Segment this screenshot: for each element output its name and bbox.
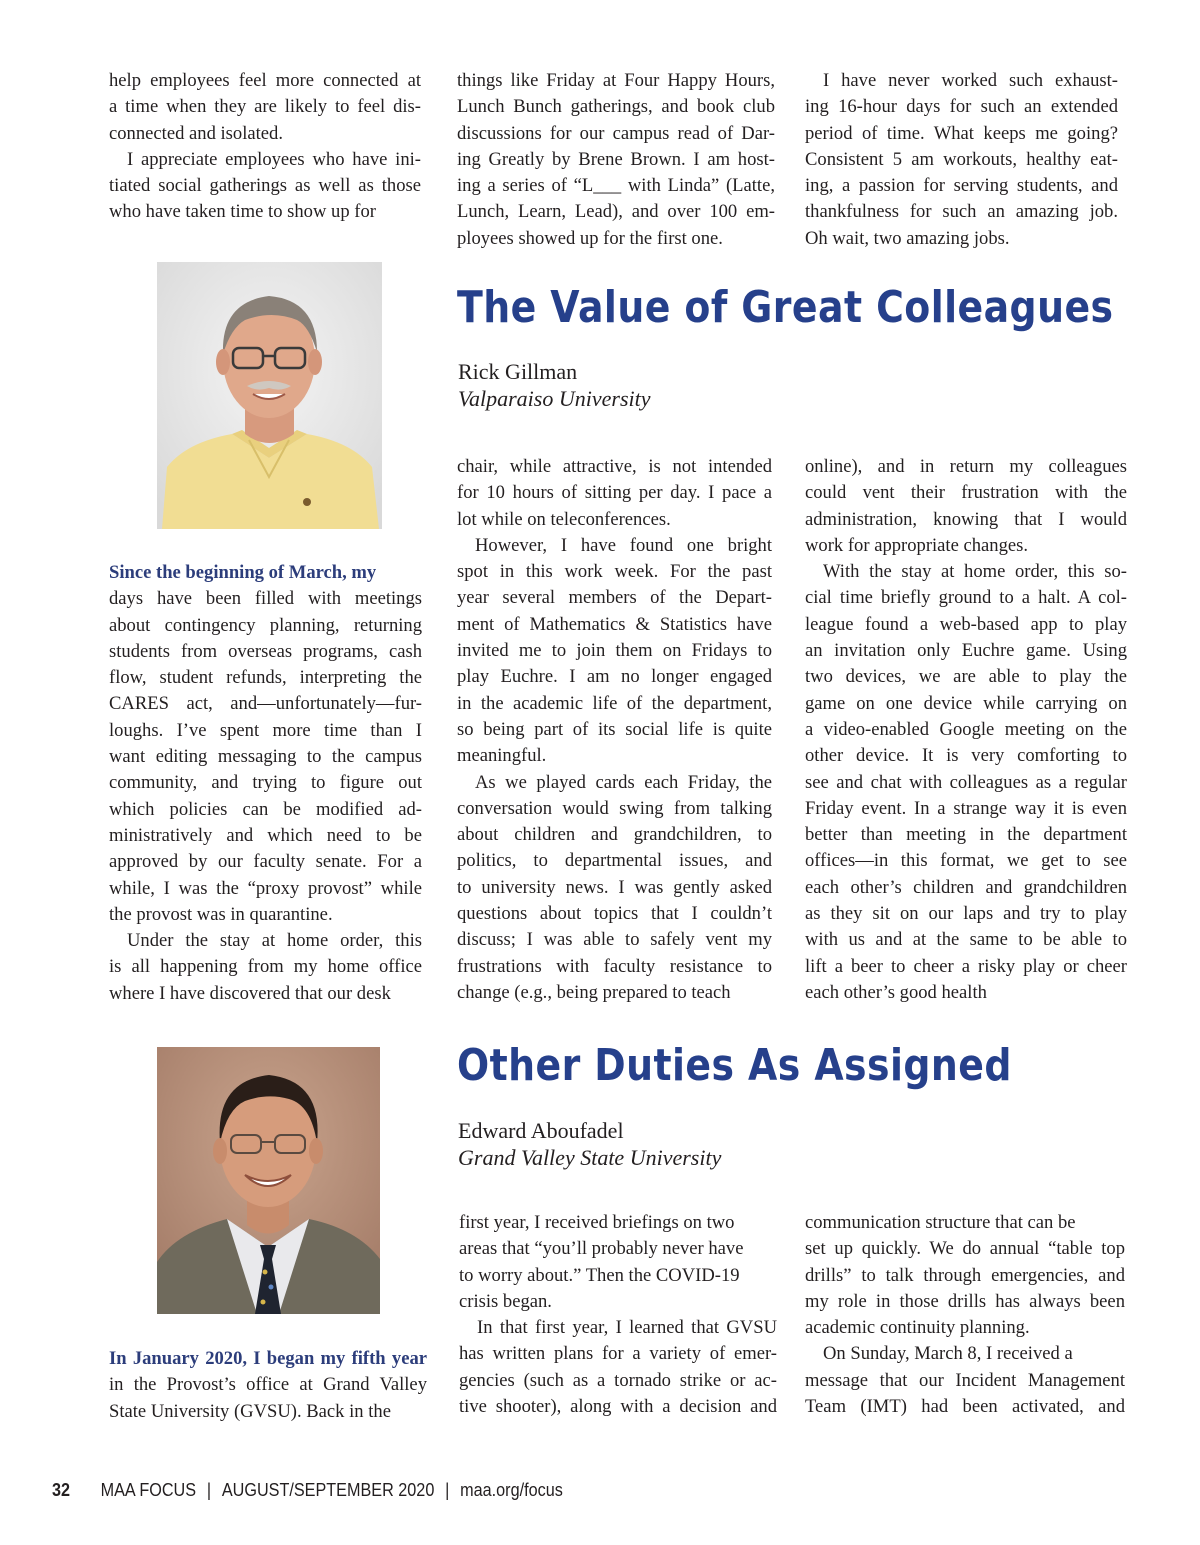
text-line: period of time. What keeps me going? (805, 122, 1118, 144)
text-line: As we played cards each Friday, the (475, 771, 772, 793)
text-line: set up quickly. We do annual “table top (805, 1238, 1125, 1260)
text-line: my role in those drills has always been (805, 1290, 1125, 1312)
text-line: year several members of the Depart- (457, 587, 772, 609)
text-line: two devices, we are able to play the (805, 666, 1127, 688)
text-line: about children and grandchildren, to (457, 824, 772, 846)
text-line: ing a series of “L___ with Linda” (Latte, (457, 175, 775, 197)
text-line: Lunch Bunch gatherings, and book club (457, 96, 775, 118)
text-line: lot while on teleconferences. (457, 508, 671, 530)
footer-separator: | (206, 1480, 212, 1500)
text-line: in the Provost’s office at Grand Valley (109, 1374, 427, 1396)
text-line: message that our Incident Management (805, 1369, 1125, 1391)
text-line: ing Greatly by Brene Brown. I am host- (457, 148, 775, 170)
page-number: 32 (52, 1480, 71, 1500)
article2-column-2 (459, 1210, 777, 1420)
text-line: loughs. I’ve spent more time than I (109, 719, 422, 741)
text-line: Friday event. In a strange way it is even (805, 797, 1127, 819)
text-line: is all happening from my home office (109, 956, 422, 978)
text-line: Oh wait, two amazing jobs. (805, 227, 1010, 249)
article2-title: Other Duties As Assigned (457, 1040, 1012, 1091)
author-photo-edward-aboufadel (157, 1047, 380, 1314)
text-line: areas that “you’ll probably never have (459, 1238, 744, 1260)
lead-in: Since the beginning of March, my (109, 562, 377, 583)
text-line: politics, to departmental issues, and (457, 850, 772, 872)
text-line: play Euchre. I am no longer engaged (457, 666, 772, 688)
text-line: each other’s good health (805, 981, 987, 1003)
text-line: which policies can be modified ad- (109, 798, 422, 820)
text-line: could vent their frustration with the (805, 482, 1127, 504)
text-line: ing 16-hour days for such an extended (805, 96, 1118, 118)
text-line: tiated social gatherings as well as those (109, 175, 421, 197)
article2-byline (458, 1117, 721, 1171)
text-line: ing, a passion for serving students, and (805, 175, 1118, 197)
article1-byline (458, 358, 651, 412)
article2-column-1 (109, 1346, 427, 1425)
text-line: help employees feel more connected at (109, 70, 421, 91)
article1-column-1 (109, 560, 422, 1007)
text-line: better than meeting in the department (805, 824, 1127, 846)
text-line: gencies (such as a tornado strike or ac- (459, 1369, 777, 1391)
text-line: other device. It is very comforting to (805, 745, 1127, 767)
text-line: flow, student refunds, interpreting the (109, 667, 422, 689)
text-line: thankfulness for such an amazing job. (805, 201, 1118, 223)
author-photo-rick-gillman (157, 262, 382, 529)
text-line: change (e.g., being prepared to teach (457, 981, 731, 1003)
text-line: crisis began. (459, 1290, 552, 1312)
text-line: as they sit on our laps and try to play (805, 903, 1127, 925)
top-column-1 (109, 68, 421, 226)
text-line: administration, knowing that I would (805, 508, 1127, 530)
text-line: who have taken time to show up for (109, 201, 376, 223)
text-line: Lunch, Learn, Lead), and over 100 em- (457, 201, 775, 223)
text-line: Under the stay at home order, this (127, 930, 422, 952)
text-line: With the stay at home order, this so- (823, 561, 1127, 583)
text-line: first year, I received briefings on two (459, 1212, 735, 1233)
author-name: Rick Gillman (458, 359, 578, 384)
text-line: chair, while attractive, is not intended (457, 456, 772, 477)
text-line: connected and isolated. (109, 122, 283, 144)
text-line: to worry about.” Then the COVID-19 (459, 1264, 740, 1286)
text-line: Team (IMT) had been activated, and (805, 1396, 1125, 1418)
text-line: days have been filled with meetings (109, 588, 422, 610)
author-name: Edward Aboufadel (458, 1118, 624, 1143)
text-line: discuss; I was able to safely vent my (457, 929, 772, 951)
page-footer (52, 1480, 563, 1501)
text-line: in the academic life of the department, (457, 692, 772, 714)
footer-url[interactable]: maa.org/focus (460, 1480, 563, 1500)
footer-separator: | (445, 1480, 450, 1500)
text-line: However, I have found one bright (475, 534, 772, 556)
article1-column-3 (805, 454, 1127, 1006)
text-line: students from overseas programs, cash (109, 640, 422, 662)
article1-title: The Value of Great Colleagues (457, 282, 1114, 333)
text-line: want editing messaging to the campus (109, 746, 422, 768)
issue-date: AUGUST/SEPTEMBER 2020 (221, 1480, 435, 1500)
text-line: online), and in return my colleagues (805, 456, 1127, 477)
publication-name: MAA FOCUS (100, 1480, 197, 1500)
text-line: Consistent 5 am workouts, healthy eat- (805, 148, 1118, 170)
text-line: CARES act, and—unfortunately—fur- (109, 693, 422, 715)
text-line: On Sunday, March 8, I received a (823, 1343, 1073, 1365)
text-line: work for appropriate changes. (805, 534, 1029, 556)
text-line: with us and at the same to be able to (805, 929, 1127, 951)
author-affiliation: Valparaiso University (458, 386, 651, 411)
text-line: ment of Mathematics & Statistics have (457, 613, 772, 635)
text-line: so being part of its social life is quite (457, 718, 772, 740)
text-line: I appreciate employees who have ini- (127, 148, 421, 170)
text-line: an invitation only Euchre game. Using (805, 640, 1127, 662)
article2-column-3 (805, 1210, 1125, 1420)
text-line: where I have discovered that our desk (109, 982, 391, 1004)
text-line: each other’s children and grandchildren (805, 876, 1127, 898)
text-line: lift a beer to cheer a risky play or cheer (805, 955, 1127, 977)
lead-in: In January 2020, I began my fifth year (109, 1348, 427, 1369)
text-line: about contingency planning, returning (109, 614, 422, 636)
text-line: conversation would swing from talking (457, 797, 772, 819)
text-line: things like Friday at Four Happy Hours, (457, 70, 775, 91)
text-line: discussions for our campus read of Dar- (457, 122, 775, 144)
text-line: questions about topics that I couldn’t (457, 903, 772, 925)
text-line: drills” to talk through emergencies, and (805, 1264, 1125, 1286)
text-line: tive shooter), along with a decision and (459, 1396, 777, 1418)
text-line: the provost was in quarantine. (109, 903, 333, 925)
text-line: ployees showed up for the first one. (457, 227, 723, 249)
text-line: approved by our faculty senate. For a (109, 851, 422, 873)
text-line: invited me to join them on Fridays to (457, 640, 772, 662)
text-line: I have never worked such exhaust- (823, 70, 1118, 91)
text-line: to university news. I was gently asked (457, 876, 772, 898)
text-line: communication structure that can be (805, 1212, 1076, 1233)
text-line: has written plans for a variety of emer- (459, 1343, 777, 1365)
text-line: league found a web-based app to play (805, 613, 1127, 635)
text-line: a time when they are likely to feel dis- (109, 96, 421, 118)
top-column-2 (457, 68, 775, 252)
text-line: cial time briefly ground to a halt. A col- (805, 587, 1127, 609)
article1-column-2 (457, 454, 772, 1006)
text-line: ministratively and which need to be (109, 824, 422, 846)
text-line: community, and trying to figure out (109, 772, 422, 794)
text-line: frustrations with faculty resistance to (457, 955, 772, 977)
text-line: offices—in this format, we get to see (805, 850, 1127, 872)
author-affiliation: Grand Valley State University (458, 1145, 722, 1170)
text-line: for 10 hours of sitting per day. I pace a (457, 482, 772, 504)
text-line: a video-enabled Google meeting on the (805, 718, 1127, 740)
text-line: State University (GVSU). Back in the (109, 1400, 391, 1422)
text-line: academic continuity planning. (805, 1317, 1030, 1339)
text-line: game on one device while carrying on (805, 692, 1127, 714)
text-line: see and chat with colleagues as a regular (805, 771, 1127, 793)
text-line: meaningful. (457, 745, 547, 767)
text-line: spot in this work week. For the past (457, 561, 772, 583)
text-line: In that first year, I learned that GVSU (477, 1317, 777, 1339)
top-column-3 (805, 68, 1118, 252)
text-line: while, I was the “proxy provost” while (109, 877, 422, 899)
